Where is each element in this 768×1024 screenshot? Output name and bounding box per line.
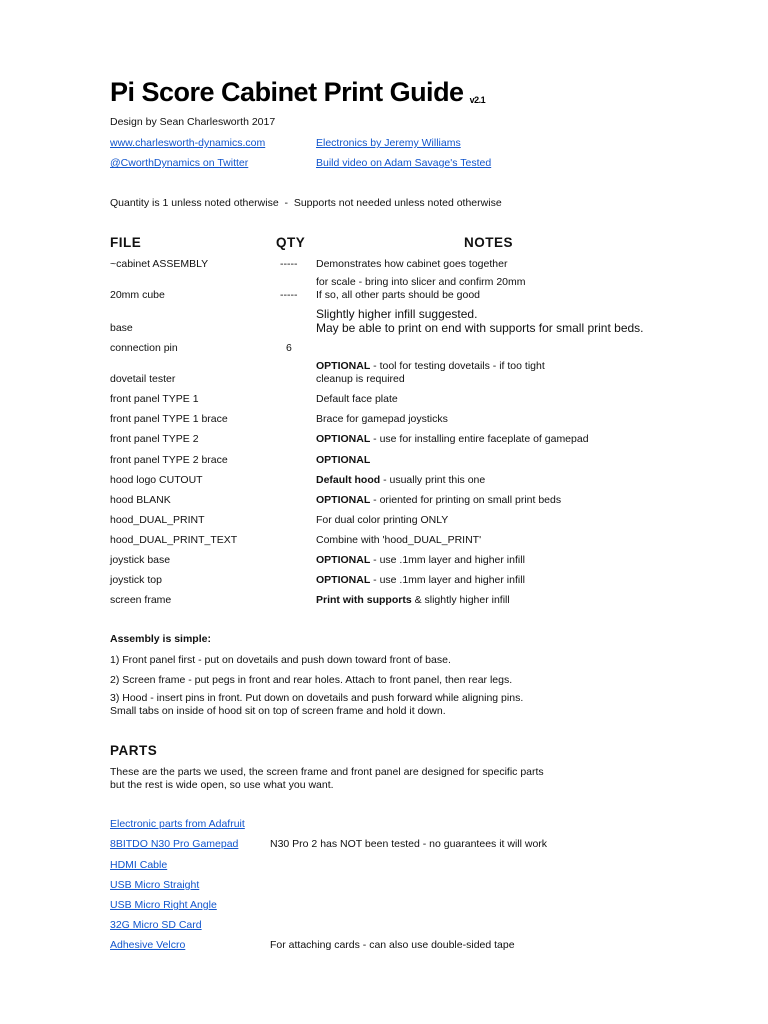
table-row-note: OPTIONAL - use for installing entire faceplate of gamepad	[316, 433, 589, 445]
velcro-note: For attaching cards - can also use double-sided tape	[270, 939, 515, 951]
assembly-step: 3) Hood - insert pins in front. Put down on dovetails and push forward while aligning pins.	[110, 692, 524, 704]
table-row-note: OPTIONAL - tool for testing dovetails - if too tight	[316, 360, 545, 372]
table-row-file: front panel TYPE 2 brace	[110, 454, 228, 466]
optional-label: OPTIONAL	[316, 574, 371, 586]
table-row-file: hood_DUAL_PRINT_TEXT	[110, 534, 238, 546]
table-row-note: OPTIONAL - oriented for printing on small print beds	[316, 494, 562, 506]
assembly-step: 1) Front panel first - put on dovetails and push down toward front of base.	[110, 654, 451, 666]
usb-micro-right-angle-link[interactable]: USB Micro Right Angle	[110, 899, 217, 911]
optional-label: OPTIONAL	[316, 554, 371, 566]
default-hood-label: Default hood	[316, 474, 381, 486]
table-row-file: hood BLANK	[110, 494, 171, 506]
table-row-file: front panel TYPE 2	[110, 433, 199, 445]
parts-intro: These are the parts we used, the screen frame and front panel are designed for specific parts	[110, 766, 544, 778]
twitter-link[interactable]: @CworthDynamics on Twitter	[110, 157, 249, 169]
optional-label: OPTIONAL	[316, 360, 371, 372]
gamepad-link[interactable]: 8BITDO N30 Pro Gamepad	[110, 838, 239, 850]
table-row-note: Brace for gamepad joysticks	[316, 413, 448, 425]
hdmi-cable-link[interactable]: HDMI Cable	[110, 859, 168, 871]
table-row-note: Print with supports & slightly higher infill	[316, 594, 510, 606]
table-row-note: For dual color printing ONLY	[316, 514, 449, 526]
parts-intro: but the rest is wide open, so use what you want.	[110, 779, 334, 791]
table-row-file: front panel TYPE 1	[110, 393, 199, 405]
table-row-qty: -----	[280, 289, 298, 301]
website-link[interactable]: www.charlesworth-dynamics.com	[110, 137, 266, 149]
velcro-link[interactable]: Adhesive Velcro	[110, 939, 186, 951]
table-row-file: joystick base	[110, 554, 171, 566]
table-row-note: OPTIONAL	[316, 454, 371, 466]
table-row-note: Demonstrates how cabinet goes together	[316, 258, 508, 270]
optional-label: OPTIONAL	[316, 433, 371, 445]
page-title: Pi Score Cabinet Print Guide v2.1	[110, 77, 486, 107]
video-link[interactable]: Build video on Adam Savage's Tested	[316, 157, 492, 169]
table-row-qty: 6	[286, 342, 292, 354]
print-with-supports-label: Print with supports	[316, 594, 412, 606]
table-row-file: screen frame	[110, 594, 172, 606]
adafruit-parts-link[interactable]: Electronic parts from Adafruit	[110, 818, 245, 830]
assembly-heading: Assembly is simple:	[110, 633, 211, 645]
table-row-note: OPTIONAL - use .1mm layer and higher infill	[316, 554, 525, 566]
table-row-note: for scale - bring into slicer and confirm 20mm	[316, 276, 526, 288]
table-row-note: May be able to print on end with supports for small print beds.	[316, 321, 644, 335]
sd-card-link[interactable]: 32G Micro SD Card	[110, 919, 202, 931]
table-row-note: Combine with 'hood_DUAL_PRINT'	[316, 534, 482, 546]
file-column-header: FILE	[110, 235, 142, 250]
table-row-note: OPTIONAL - use .1mm layer and higher infill	[316, 574, 525, 586]
table-row-file: joystick top	[110, 574, 162, 586]
table-row-note: Default hood - usually print this one	[316, 474, 486, 486]
table-row-note: cleanup is required	[316, 373, 405, 385]
table-row-file: hood logo CUTOUT	[110, 474, 203, 486]
usb-micro-straight-link[interactable]: USB Micro Straight	[110, 879, 200, 891]
quantity-note: Quantity is 1 unless noted otherwise - Supports not needed unless noted otherwise	[110, 197, 502, 209]
notes-column-header: NOTES	[464, 235, 514, 250]
table-row-file: 20mm cube	[110, 289, 165, 301]
table-row-file: connection pin	[110, 342, 178, 354]
gamepad-note: N30 Pro 2 has NOT been tested - no guarantees it will work	[270, 838, 548, 850]
parts-heading: PARTS	[110, 743, 158, 758]
table-row-note: Slightly higher infill suggested.	[316, 307, 478, 321]
qty-column-header: QTY	[276, 235, 306, 250]
byline: Design by Sean Charlesworth 2017	[110, 116, 276, 128]
table-row-note: Default face plate	[316, 393, 398, 405]
electronics-link[interactable]: Electronics by Jeremy Williams	[316, 137, 461, 149]
table-row-file: dovetail tester	[110, 373, 176, 385]
assembly-step: 2) Screen frame - put pegs in front and rear holes. Attach to front panel, then rear legs.	[110, 674, 513, 686]
version-label: v2.1	[469, 95, 486, 105]
assembly-step-continuation: Small tabs on inside of hood sit on top of screen frame and hold it down.	[110, 705, 446, 717]
table-row-note: If so, all other parts should be good	[316, 289, 481, 301]
table-row-file: ~cabinet ASSEMBLY	[110, 258, 209, 270]
table-row-file: base	[110, 322, 133, 334]
table-row-file: hood_DUAL_PRINT	[110, 514, 205, 526]
optional-label: OPTIONAL	[316, 494, 371, 506]
table-row-file: front panel TYPE 1 brace	[110, 413, 228, 425]
table-row-qty: -----	[280, 258, 298, 270]
